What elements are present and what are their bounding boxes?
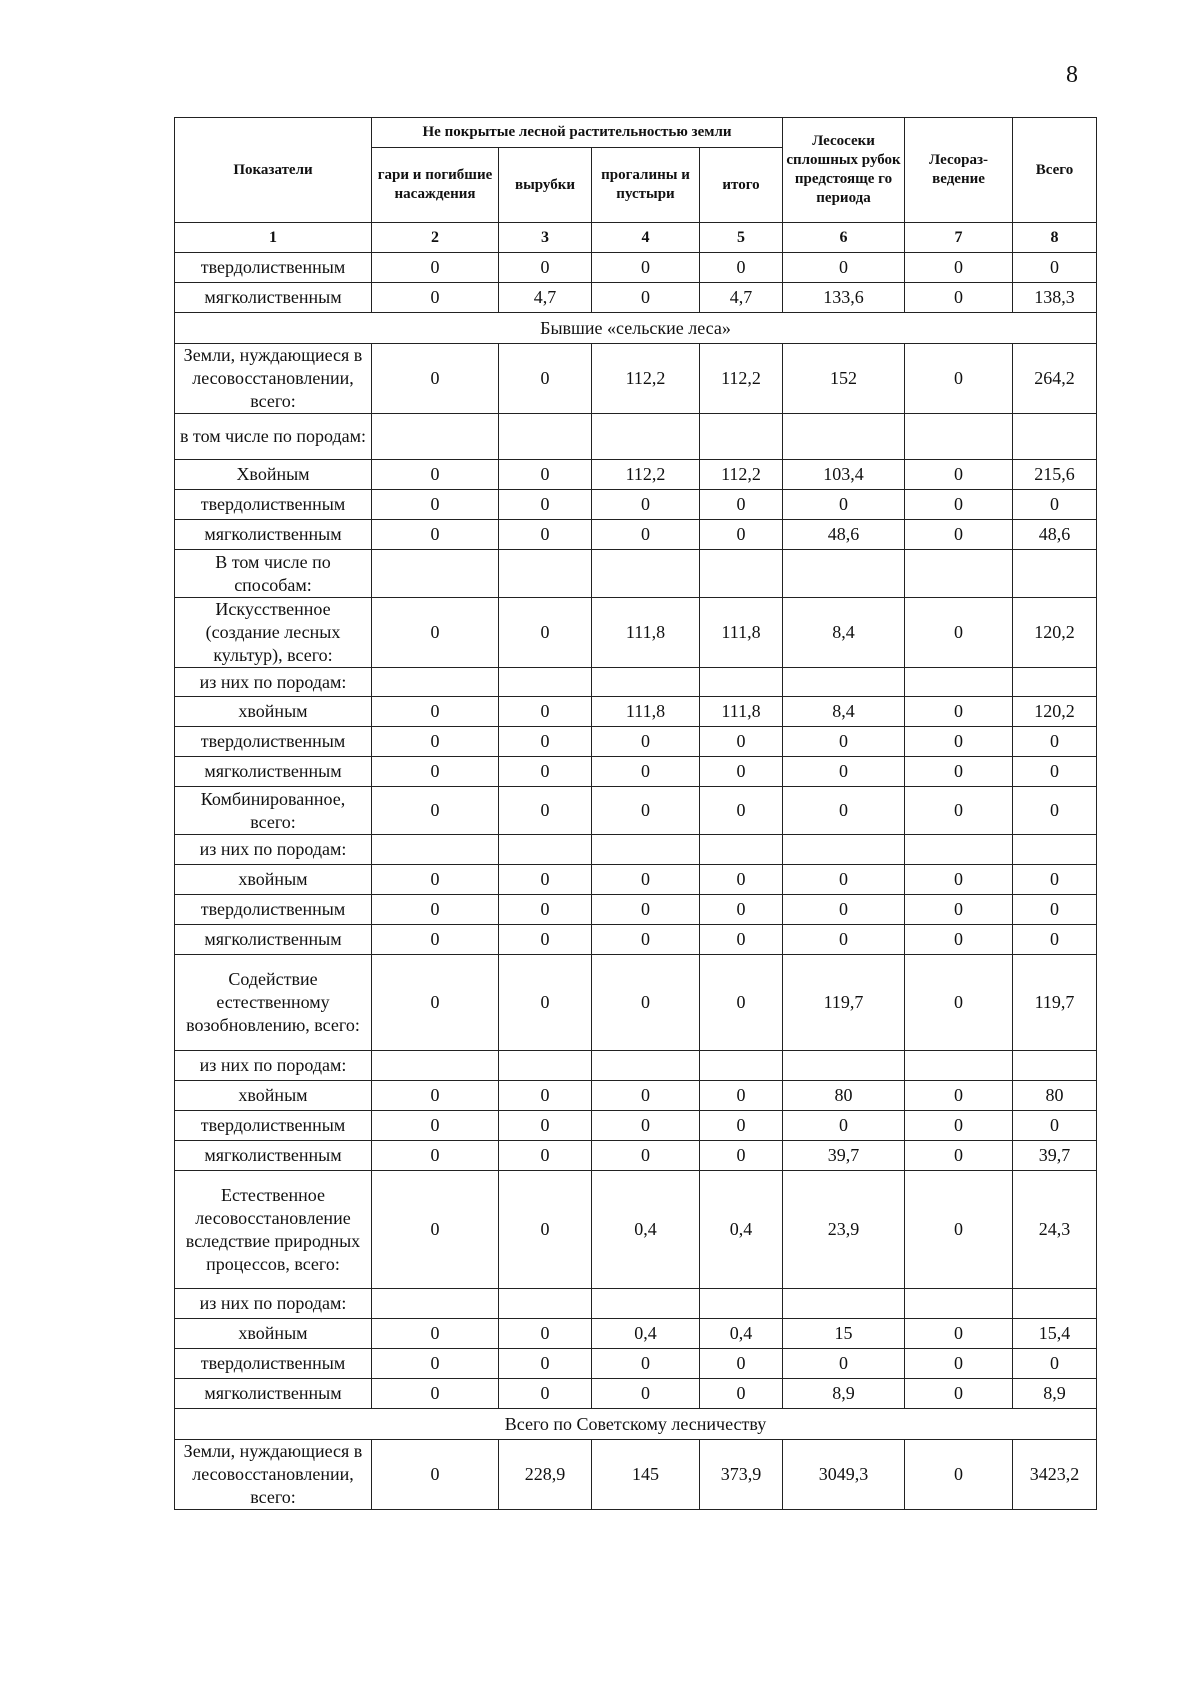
value-cell: 48,6 [783, 520, 905, 550]
value-cell [1013, 1051, 1097, 1081]
value-cell: 0 [783, 727, 905, 757]
value-cell: 24,3 [1013, 1171, 1097, 1289]
row-label: Комбинированное, всего: [175, 787, 372, 835]
value-cell: 0 [372, 283, 499, 313]
value-cell: 0 [700, 787, 783, 835]
value-cell: 0 [1013, 757, 1097, 787]
value-cell: 3049,3 [783, 1440, 905, 1510]
value-cell: 119,7 [783, 955, 905, 1051]
table-row [175, 460, 1097, 490]
value-cell: 0 [372, 1081, 499, 1111]
value-cell: 39,7 [1013, 1141, 1097, 1171]
col-number: 5 [700, 223, 783, 253]
value-cell: 4,7 [499, 283, 592, 313]
table-row [175, 727, 1097, 757]
table-row [175, 490, 1097, 520]
row-label: Естественное лесовосстановление вследствие природных процессов, всего: [175, 1171, 372, 1289]
table-row [175, 1171, 1097, 1289]
table-row [175, 1051, 1097, 1081]
col-number: 2 [372, 223, 499, 253]
section-title: Бывшие «сельские леса» [175, 313, 1097, 344]
value-cell: 80 [783, 1081, 905, 1111]
value-cell [372, 414, 499, 460]
value-cell: 0 [592, 1379, 700, 1409]
value-cell: 0 [700, 925, 783, 955]
value-cell: 0 [905, 283, 1013, 313]
value-cell: 0 [372, 253, 499, 283]
value-cell: 0 [592, 1141, 700, 1171]
value-cell [499, 414, 592, 460]
value-cell: 0 [1013, 787, 1097, 835]
value-cell: 133,6 [783, 283, 905, 313]
value-cell [592, 668, 700, 697]
row-label: твердолиственным [175, 490, 372, 520]
row-label: твердолиственным [175, 1111, 372, 1141]
value-cell: 0 [372, 520, 499, 550]
value-cell: 103,4 [783, 460, 905, 490]
value-cell: 0 [1013, 865, 1097, 895]
value-cell: 0 [592, 1111, 700, 1141]
value-cell: 0 [905, 344, 1013, 414]
value-cell [905, 1051, 1013, 1081]
value-cell [700, 835, 783, 865]
value-cell: 111,8 [700, 697, 783, 727]
row-label: мягколиственным [175, 520, 372, 550]
value-cell: 0 [700, 1141, 783, 1171]
value-cell: 0 [499, 895, 592, 925]
value-cell: 0 [905, 1349, 1013, 1379]
table-row [175, 925, 1097, 955]
value-cell: 0 [499, 1319, 592, 1349]
value-cell: 120,2 [1013, 697, 1097, 727]
value-cell: 0 [592, 925, 700, 955]
header-total: Всего [1013, 118, 1097, 223]
value-cell: 0,4 [700, 1319, 783, 1349]
value-cell [1013, 668, 1097, 697]
table-row [175, 955, 1097, 1051]
value-cell [783, 668, 905, 697]
value-cell: 0 [905, 460, 1013, 490]
value-cell: 0 [905, 787, 1013, 835]
value-cell: 0 [499, 1141, 592, 1171]
value-cell: 0 [499, 344, 592, 414]
header-glades: прогалины и пустыри [592, 148, 700, 223]
value-cell: 0 [499, 1111, 592, 1141]
value-cell [700, 668, 783, 697]
value-cell: 0 [783, 865, 905, 895]
header-indicators: Показатели [175, 118, 372, 223]
value-cell: 112,2 [592, 344, 700, 414]
row-label: хвойным [175, 865, 372, 895]
value-cell: 8,9 [783, 1379, 905, 1409]
row-label: хвойным [175, 1319, 372, 1349]
value-cell: 0 [700, 1379, 783, 1409]
table-row [175, 835, 1097, 865]
value-cell: 0 [499, 490, 592, 520]
value-cell [905, 414, 1013, 460]
value-cell: 0 [905, 598, 1013, 668]
value-cell [592, 1051, 700, 1081]
table-row [175, 787, 1097, 835]
value-cell: 0 [905, 727, 1013, 757]
value-cell: 0,4 [592, 1319, 700, 1349]
value-cell [499, 835, 592, 865]
table-row [175, 895, 1097, 925]
value-cell [783, 835, 905, 865]
row-label: твердолиственным [175, 895, 372, 925]
col-number: 6 [783, 223, 905, 253]
table-row [175, 253, 1097, 283]
value-cell: 112,2 [700, 344, 783, 414]
value-cell: 80 [1013, 1081, 1097, 1111]
row-label: Содействие естественному возобновлению, всего: [175, 955, 372, 1051]
value-cell: 0 [783, 787, 905, 835]
value-cell: 373,9 [700, 1440, 783, 1510]
value-cell: 0 [905, 520, 1013, 550]
row-label: Хвойным [175, 460, 372, 490]
value-cell: 0 [372, 865, 499, 895]
value-cell: 0 [905, 490, 1013, 520]
value-cell: 0 [905, 1171, 1013, 1289]
value-cell: 0 [372, 460, 499, 490]
value-cell: 0 [783, 1111, 905, 1141]
value-cell: 0 [592, 757, 700, 787]
table-row [175, 1111, 1097, 1141]
value-cell [372, 1051, 499, 1081]
value-cell: 15 [783, 1319, 905, 1349]
value-cell: 0 [700, 1349, 783, 1379]
value-cell: 0 [783, 490, 905, 520]
value-cell: 0 [499, 865, 592, 895]
value-cell: 138,3 [1013, 283, 1097, 313]
value-cell: 0 [372, 925, 499, 955]
value-cell: 0 [372, 1319, 499, 1349]
value-cell: 0 [783, 925, 905, 955]
value-cell: 0 [592, 955, 700, 1051]
value-cell: 0 [905, 895, 1013, 925]
value-cell: 0 [905, 697, 1013, 727]
value-cell: 0 [783, 1349, 905, 1379]
value-cell: 0 [700, 253, 783, 283]
table-row [175, 1349, 1097, 1379]
value-cell [905, 668, 1013, 697]
row-label: хвойным [175, 1081, 372, 1111]
row-label: хвойным [175, 697, 372, 727]
header-clearcut-areas: Лесосеки сплошных рубок предстояще го периода [783, 118, 905, 223]
value-cell: 0 [372, 1379, 499, 1409]
row-label: мягколиственным [175, 925, 372, 955]
value-cell: 0 [499, 1379, 592, 1409]
table-row [175, 283, 1097, 313]
value-cell: 228,9 [499, 1440, 592, 1510]
header-cuttings: вырубки [499, 148, 592, 223]
value-cell: 0 [783, 895, 905, 925]
row-label: В том числе по способам: [175, 550, 372, 598]
value-cell [1013, 835, 1097, 865]
value-cell: 0,4 [592, 1171, 700, 1289]
value-cell [783, 414, 905, 460]
value-cell: 111,8 [592, 697, 700, 727]
value-cell: 0 [700, 865, 783, 895]
value-cell: 0 [372, 490, 499, 520]
value-cell: 0 [499, 955, 592, 1051]
table-row [175, 598, 1097, 668]
value-cell: 0 [499, 757, 592, 787]
value-cell [1013, 1289, 1097, 1319]
col-number: 8 [1013, 223, 1097, 253]
value-cell: 0 [905, 865, 1013, 895]
section-row [175, 313, 1097, 344]
value-cell: 0 [905, 1440, 1013, 1510]
value-cell [783, 550, 905, 598]
col-number: 4 [592, 223, 700, 253]
row-label: мягколиственным [175, 1141, 372, 1171]
forest-data-table [174, 117, 1097, 1510]
value-cell: 0 [905, 1319, 1013, 1349]
section-title: Всего по Советскому лесничеству [175, 1409, 1097, 1440]
col-number: 3 [499, 223, 592, 253]
value-cell [592, 550, 700, 598]
value-cell [372, 835, 499, 865]
value-cell: 0 [372, 955, 499, 1051]
value-cell: 0 [783, 253, 905, 283]
value-cell: 8,9 [1013, 1379, 1097, 1409]
value-cell: 0 [700, 955, 783, 1051]
value-cell [1013, 550, 1097, 598]
value-cell: 0 [700, 490, 783, 520]
value-cell: 4,7 [700, 283, 783, 313]
value-cell: 0 [499, 253, 592, 283]
row-label: мягколиственным [175, 757, 372, 787]
value-cell: 0 [700, 520, 783, 550]
value-cell: 0 [592, 895, 700, 925]
value-cell [700, 550, 783, 598]
header-subtotal: итого [700, 148, 783, 223]
value-cell: 0 [905, 1081, 1013, 1111]
value-cell: 0 [905, 955, 1013, 1051]
table-body [175, 253, 1097, 1510]
value-cell [372, 1289, 499, 1319]
value-cell [499, 1051, 592, 1081]
value-cell [592, 414, 700, 460]
value-cell: 264,2 [1013, 344, 1097, 414]
value-cell: 0 [905, 925, 1013, 955]
column-numbers-row [175, 223, 1097, 253]
value-cell: 0 [700, 1081, 783, 1111]
table-row [175, 697, 1097, 727]
value-cell [1013, 414, 1097, 460]
row-label: Земли, нуждающиеся в лесовосстановлении, всего: [175, 344, 372, 414]
value-cell [700, 414, 783, 460]
table-row [175, 668, 1097, 697]
value-cell: 120,2 [1013, 598, 1097, 668]
value-cell: 0 [499, 598, 592, 668]
value-cell: 0 [592, 1081, 700, 1111]
value-cell: 0 [700, 727, 783, 757]
value-cell [499, 550, 592, 598]
value-cell: 0 [700, 1111, 783, 1141]
value-cell: 0 [499, 787, 592, 835]
col-number: 1 [175, 223, 372, 253]
value-cell [700, 1289, 783, 1319]
header-burns: гари и погибшие насаждения [372, 148, 499, 223]
value-cell [499, 668, 592, 697]
value-cell: 0 [905, 253, 1013, 283]
value-cell: 111,8 [592, 598, 700, 668]
value-cell: 0 [372, 757, 499, 787]
row-label: мягколиственным [175, 283, 372, 313]
value-cell [905, 835, 1013, 865]
table-row [175, 1440, 1097, 1510]
page-number: 8 [1066, 62, 1078, 88]
value-cell: 0 [372, 1141, 499, 1171]
value-cell [372, 668, 499, 697]
value-cell [592, 1289, 700, 1319]
value-cell: 0 [499, 925, 592, 955]
value-cell: 112,2 [700, 460, 783, 490]
value-cell: 0 [700, 895, 783, 925]
value-cell: 0 [372, 697, 499, 727]
value-cell: 8,4 [783, 697, 905, 727]
table-row [175, 520, 1097, 550]
table-row [175, 550, 1097, 598]
header-non-covered-group: Не покрытые лесной растительностью земли [372, 118, 783, 148]
value-cell: 111,8 [700, 598, 783, 668]
value-cell [700, 1051, 783, 1081]
value-cell: 48,6 [1013, 520, 1097, 550]
table-row [175, 1141, 1097, 1171]
row-label: мягколиственным [175, 1379, 372, 1409]
value-cell: 0 [499, 1081, 592, 1111]
value-cell: 0 [592, 490, 700, 520]
table-row [175, 414, 1097, 460]
value-cell: 145 [592, 1440, 700, 1510]
row-label: в том числе по породам: [175, 414, 372, 460]
value-cell: 215,6 [1013, 460, 1097, 490]
value-cell: 0 [592, 283, 700, 313]
value-cell: 0 [592, 727, 700, 757]
value-cell: 0 [1013, 727, 1097, 757]
value-cell: 39,7 [783, 1141, 905, 1171]
value-cell: 0 [905, 1111, 1013, 1141]
value-cell [905, 550, 1013, 598]
value-cell: 112,2 [592, 460, 700, 490]
row-label: Искусственное (создание лесных культур), всего: [175, 598, 372, 668]
table-row [175, 1379, 1097, 1409]
value-cell: 0 [1013, 925, 1097, 955]
value-cell: 8,4 [783, 598, 905, 668]
value-cell [783, 1051, 905, 1081]
value-cell: 0 [499, 727, 592, 757]
value-cell: 0 [592, 253, 700, 283]
value-cell: 0 [1013, 895, 1097, 925]
value-cell: 0 [592, 865, 700, 895]
row-label: Земли, нуждающиеся в лесовосстановлении, всего: [175, 1440, 372, 1510]
value-cell: 0 [499, 1171, 592, 1289]
table-row [175, 344, 1097, 414]
value-cell: 23,9 [783, 1171, 905, 1289]
section-row [175, 1409, 1097, 1440]
table-row [175, 1319, 1097, 1349]
value-cell: 0 [372, 344, 499, 414]
value-cell: 0 [592, 1349, 700, 1379]
row-label: из них по породам: [175, 668, 372, 697]
row-label: из них по породам: [175, 1289, 372, 1319]
row-label: твердолиственным [175, 253, 372, 283]
value-cell: 0 [499, 697, 592, 727]
value-cell: 0 [905, 1141, 1013, 1171]
value-cell: 0 [372, 1349, 499, 1379]
value-cell [372, 550, 499, 598]
value-cell: 0 [372, 598, 499, 668]
value-cell: 0 [372, 1111, 499, 1141]
row-label: из них по породам: [175, 835, 372, 865]
row-label: твердолиственным [175, 727, 372, 757]
col-number: 7 [905, 223, 1013, 253]
value-cell [783, 1289, 905, 1319]
value-cell: 0 [372, 787, 499, 835]
value-cell: 152 [783, 344, 905, 414]
value-cell: 0 [499, 460, 592, 490]
header-afforestation: Лесораз-ведение [905, 118, 1013, 223]
value-cell: 0 [905, 757, 1013, 787]
row-label: твердолиственным [175, 1349, 372, 1379]
table-row [175, 757, 1097, 787]
value-cell: 0 [1013, 1111, 1097, 1141]
row-label: из них по породам: [175, 1051, 372, 1081]
value-cell: 0 [372, 1171, 499, 1289]
table-row [175, 1289, 1097, 1319]
value-cell: 0 [783, 757, 905, 787]
value-cell: 0,4 [700, 1171, 783, 1289]
value-cell: 0 [592, 520, 700, 550]
value-cell: 3423,2 [1013, 1440, 1097, 1510]
value-cell [499, 1289, 592, 1319]
table-row [175, 1081, 1097, 1111]
value-cell: 0 [592, 787, 700, 835]
value-cell: 0 [700, 757, 783, 787]
value-cell: 0 [372, 727, 499, 757]
table-row [175, 865, 1097, 895]
value-cell: 0 [1013, 253, 1097, 283]
value-cell: 0 [372, 1440, 499, 1510]
value-cell: 0 [499, 520, 592, 550]
value-cell: 0 [1013, 490, 1097, 520]
value-cell: 0 [1013, 1349, 1097, 1379]
value-cell: 15,4 [1013, 1319, 1097, 1349]
value-cell [592, 835, 700, 865]
value-cell: 0 [499, 1349, 592, 1379]
value-cell: 119,7 [1013, 955, 1097, 1051]
value-cell: 0 [905, 1379, 1013, 1409]
value-cell [905, 1289, 1013, 1319]
value-cell: 0 [372, 895, 499, 925]
